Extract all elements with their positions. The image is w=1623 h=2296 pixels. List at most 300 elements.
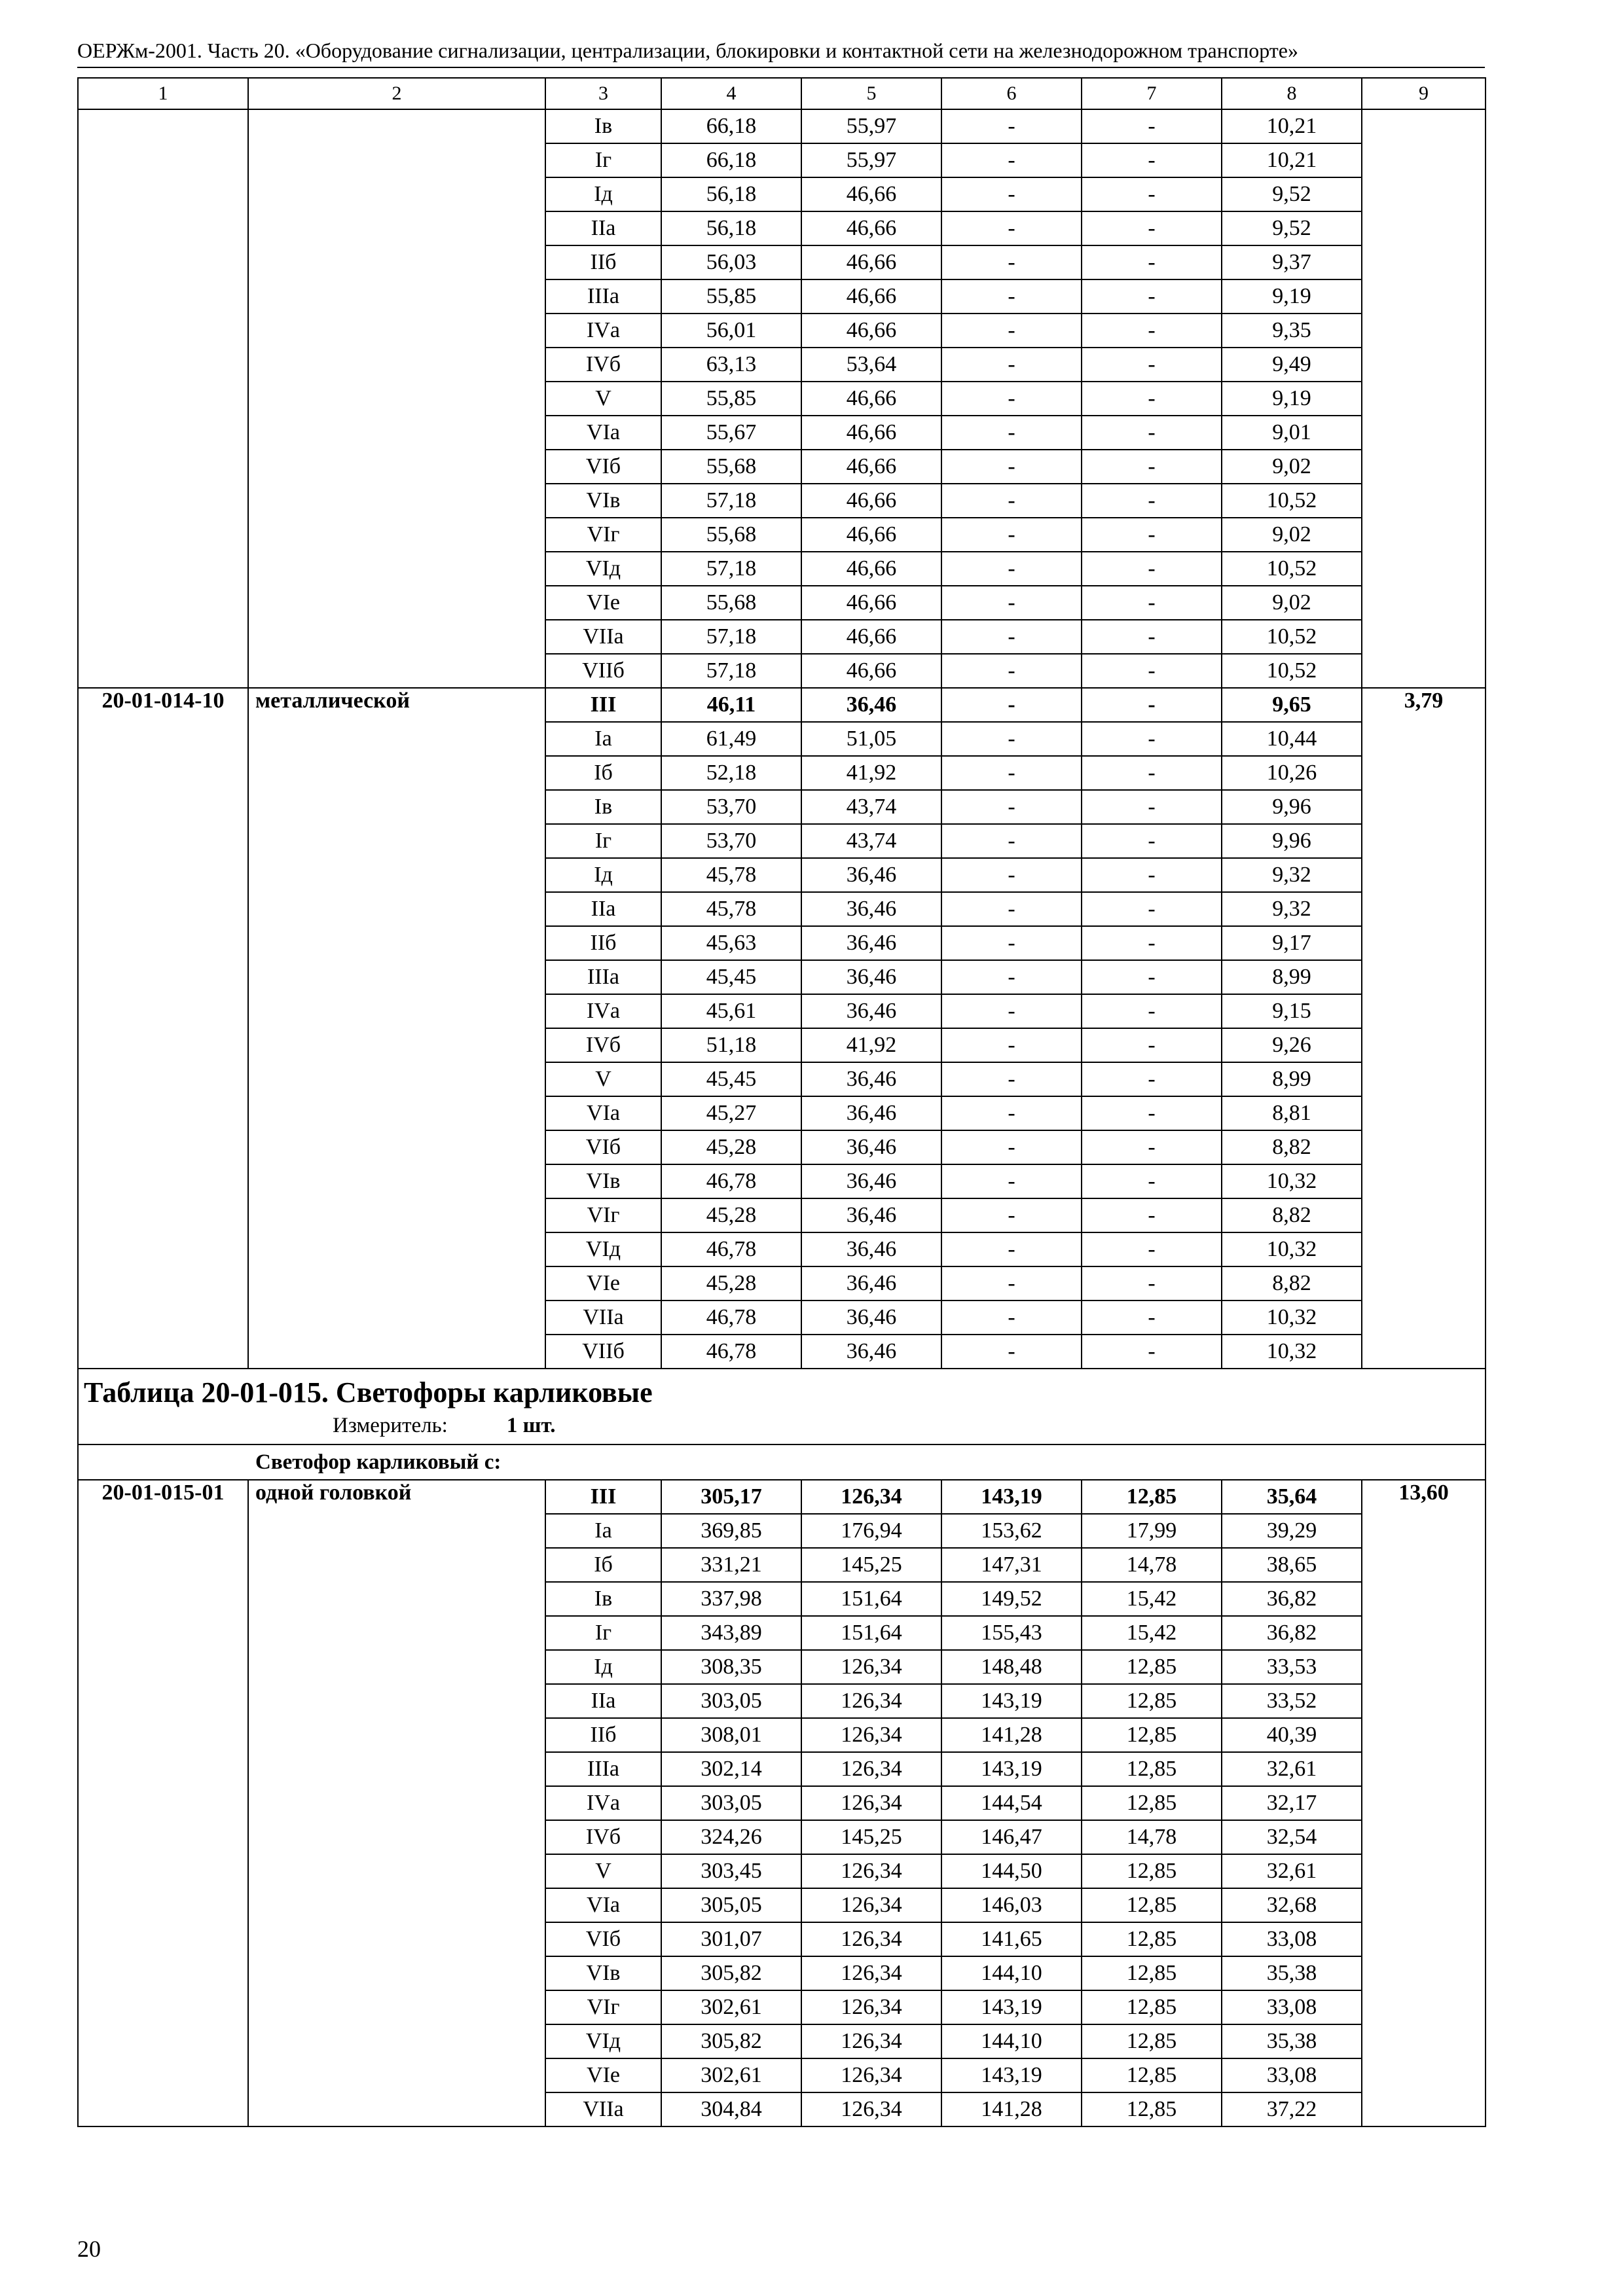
value-cell: 155,43 bbox=[941, 1616, 1082, 1650]
value-cell: 143,19 bbox=[941, 1990, 1082, 2024]
zone-cell: VIб bbox=[545, 450, 661, 484]
value-cell: - bbox=[941, 552, 1082, 586]
value-cell: - bbox=[1082, 552, 1222, 586]
value-cell: 56,01 bbox=[661, 314, 801, 348]
zone-cell: Iг bbox=[545, 143, 661, 177]
value-cell: 126,34 bbox=[801, 2058, 941, 2092]
value-cell: 9,19 bbox=[1222, 279, 1362, 314]
value-cell: 56,18 bbox=[661, 211, 801, 245]
zone-cell: VIе bbox=[545, 1266, 661, 1300]
value-cell: - bbox=[941, 1164, 1082, 1198]
value-cell: 12,85 bbox=[1082, 1922, 1222, 1956]
value-cell: 46,66 bbox=[801, 177, 941, 211]
value-cell: 305,82 bbox=[661, 2024, 801, 2058]
value-cell: 12,85 bbox=[1082, 1786, 1222, 1820]
value-cell: 144,54 bbox=[941, 1786, 1082, 1820]
value-cell: 56,18 bbox=[661, 177, 801, 211]
value-cell: 126,34 bbox=[801, 1752, 941, 1786]
value-cell: 55,85 bbox=[661, 279, 801, 314]
zone-cell: IIIа bbox=[545, 1752, 661, 1786]
value-cell: 9,49 bbox=[1222, 348, 1362, 382]
value-cell: - bbox=[941, 688, 1082, 722]
value-cell: 126,34 bbox=[801, 1650, 941, 1684]
value-cell: 301,07 bbox=[661, 1922, 801, 1956]
value-cell: 53,70 bbox=[661, 824, 801, 858]
value-cell: 10,44 bbox=[1222, 722, 1362, 756]
header-rule bbox=[77, 67, 1485, 68]
value-cell: 57,18 bbox=[661, 654, 801, 688]
zone-cell: Iа bbox=[545, 722, 661, 756]
zone-cell: Iд bbox=[545, 858, 661, 892]
zone-cell: Iб bbox=[545, 756, 661, 790]
value-cell: - bbox=[1082, 143, 1222, 177]
value-cell: 36,46 bbox=[801, 1062, 941, 1096]
table-title: Таблица 20-01-015. Светофоры карликовые bbox=[84, 1376, 653, 1408]
zone-cell: IIIа bbox=[545, 279, 661, 314]
value-cell: 146,47 bbox=[941, 1820, 1082, 1854]
value-cell: 10,52 bbox=[1222, 484, 1362, 518]
value-cell: 126,34 bbox=[801, 1888, 941, 1922]
value-cell: - bbox=[941, 348, 1082, 382]
value-cell: 143,19 bbox=[941, 1684, 1082, 1718]
value-cell: 33,08 bbox=[1222, 1922, 1362, 1956]
value-cell: - bbox=[1082, 1028, 1222, 1062]
value-cell: 9,35 bbox=[1222, 314, 1362, 348]
value-cell: 45,28 bbox=[661, 1266, 801, 1300]
value-cell: 12,85 bbox=[1082, 1752, 1222, 1786]
value-cell: 8,81 bbox=[1222, 1096, 1362, 1130]
value-cell: 43,74 bbox=[801, 824, 941, 858]
value-cell: - bbox=[941, 1130, 1082, 1164]
value-cell: - bbox=[1082, 245, 1222, 279]
value-cell: - bbox=[1082, 1300, 1222, 1335]
zone-cell: IIб bbox=[545, 1718, 661, 1752]
value-cell: 46,66 bbox=[801, 382, 941, 416]
value-cell: - bbox=[1082, 892, 1222, 926]
value-cell: 305,82 bbox=[661, 1956, 801, 1990]
value-cell: 36,82 bbox=[1222, 1616, 1362, 1650]
value-cell: 126,34 bbox=[801, 1786, 941, 1820]
zone-cell: VIв bbox=[545, 484, 661, 518]
value-cell: 126,34 bbox=[801, 1854, 941, 1888]
table-row bbox=[78, 109, 1486, 143]
value-cell: 10,52 bbox=[1222, 654, 1362, 688]
value-cell: 343,89 bbox=[661, 1616, 801, 1650]
value-cell: - bbox=[1082, 1266, 1222, 1300]
zone-cell: IVб bbox=[545, 1028, 661, 1062]
value-cell: - bbox=[941, 1300, 1082, 1335]
zone-cell: VIг bbox=[545, 518, 661, 552]
value-cell: 302,14 bbox=[661, 1752, 801, 1786]
value-cell: 63,13 bbox=[661, 348, 801, 382]
value-cell: 32,61 bbox=[1222, 1854, 1362, 1888]
value-cell: - bbox=[1082, 926, 1222, 960]
value-cell: 57,18 bbox=[661, 552, 801, 586]
value-cell: - bbox=[941, 518, 1082, 552]
value-cell: 9,01 bbox=[1222, 416, 1362, 450]
zone-cell: VIб bbox=[545, 1922, 661, 1956]
value-cell: 46,66 bbox=[801, 620, 941, 654]
value-cell: 33,08 bbox=[1222, 1990, 1362, 2024]
zone-cell: IVб bbox=[545, 1820, 661, 1854]
zone-cell: Iд bbox=[545, 177, 661, 211]
value-cell: - bbox=[941, 1266, 1082, 1300]
subheading: Светофор карликовый с: bbox=[255, 1450, 501, 1474]
value-cell: - bbox=[941, 620, 1082, 654]
value-cell: 45,45 bbox=[661, 960, 801, 994]
zone-cell: VIб bbox=[545, 1130, 661, 1164]
value-cell: - bbox=[1082, 654, 1222, 688]
value-cell: - bbox=[1082, 722, 1222, 756]
value-cell: 53,70 bbox=[661, 790, 801, 824]
value-cell: 143,19 bbox=[941, 1752, 1082, 1786]
value-cell: 57,18 bbox=[661, 620, 801, 654]
zone-cell: III bbox=[545, 688, 661, 722]
value-cell: - bbox=[1082, 416, 1222, 450]
value-cell: 148,48 bbox=[941, 1650, 1082, 1684]
value-cell: 12,85 bbox=[1082, 1854, 1222, 1888]
zone-cell: IIа bbox=[545, 892, 661, 926]
value-cell: 12,85 bbox=[1082, 2058, 1222, 2092]
value-cell: 35,38 bbox=[1222, 1956, 1362, 1990]
table-title-row bbox=[78, 1369, 1486, 1444]
value-cell: 126,34 bbox=[801, 1480, 941, 1514]
page-header: ОЕРЖм-2001. Часть 20. «Оборудование сигнализации, централизации, блокировки и контактной сети на железнодорожном транспорте» bbox=[77, 39, 1298, 62]
value-cell: - bbox=[1082, 1164, 1222, 1198]
value-cell: 10,32 bbox=[1222, 1232, 1362, 1266]
value-cell: 33,52 bbox=[1222, 1684, 1362, 1718]
rate-col9: 3,79 bbox=[1362, 688, 1486, 1369]
value-cell: 143,19 bbox=[941, 2058, 1082, 2092]
value-cell: 33,08 bbox=[1222, 2058, 1362, 2092]
value-cell: 9,32 bbox=[1222, 858, 1362, 892]
unit-line bbox=[84, 1411, 1485, 1440]
zone-cell: Iв bbox=[545, 109, 661, 143]
value-cell: 55,67 bbox=[661, 416, 801, 450]
value-cell: 146,03 bbox=[941, 1888, 1082, 1922]
value-cell: 8,82 bbox=[1222, 1198, 1362, 1232]
value-cell: - bbox=[1082, 756, 1222, 790]
column-number: 7 bbox=[1082, 78, 1222, 109]
value-cell: - bbox=[941, 858, 1082, 892]
value-cell: 143,19 bbox=[941, 1480, 1082, 1514]
value-cell: - bbox=[941, 994, 1082, 1028]
value-cell: 46,66 bbox=[801, 314, 941, 348]
zone-cell: VIIа bbox=[545, 1300, 661, 1335]
value-cell: 144,10 bbox=[941, 2024, 1082, 2058]
value-cell: 36,46 bbox=[801, 1198, 941, 1232]
value-cell: 9,02 bbox=[1222, 586, 1362, 620]
value-cell: 8,82 bbox=[1222, 1130, 1362, 1164]
value-cell: 9,96 bbox=[1222, 790, 1362, 824]
value-cell: - bbox=[1082, 1198, 1222, 1232]
value-cell: - bbox=[941, 1028, 1082, 1062]
value-cell: 36,46 bbox=[801, 1130, 941, 1164]
value-cell: 9,96 bbox=[1222, 824, 1362, 858]
value-cell: 126,34 bbox=[801, 1990, 941, 2024]
value-cell: 36,46 bbox=[801, 1335, 941, 1369]
value-cell: 303,05 bbox=[661, 1786, 801, 1820]
value-cell: - bbox=[1082, 824, 1222, 858]
value-cell: 46,66 bbox=[801, 586, 941, 620]
value-cell: 46,78 bbox=[661, 1300, 801, 1335]
value-cell: - bbox=[1082, 1096, 1222, 1130]
value-cell: 12,85 bbox=[1082, 1990, 1222, 2024]
value-cell: 308,35 bbox=[661, 1650, 801, 1684]
value-cell: 46,66 bbox=[801, 484, 941, 518]
value-cell: 151,64 bbox=[801, 1582, 941, 1616]
column-number: 4 bbox=[661, 78, 801, 109]
value-cell: 126,34 bbox=[801, 1684, 941, 1718]
zone-cell: VIд bbox=[545, 552, 661, 586]
value-cell: 10,21 bbox=[1222, 109, 1362, 143]
zone-cell: V bbox=[545, 1062, 661, 1096]
value-cell: 14,78 bbox=[1082, 1548, 1222, 1582]
value-cell: 151,64 bbox=[801, 1616, 941, 1650]
value-cell: 46,11 bbox=[661, 688, 801, 722]
value-cell: 37,22 bbox=[1222, 2092, 1362, 2126]
value-cell: 45,45 bbox=[661, 1062, 801, 1096]
value-cell: - bbox=[941, 1062, 1082, 1096]
value-cell: 52,18 bbox=[661, 756, 801, 790]
value-cell: 331,21 bbox=[661, 1548, 801, 1582]
value-cell: 36,46 bbox=[801, 688, 941, 722]
zone-cell: VIIб bbox=[545, 1335, 661, 1369]
value-cell: 36,46 bbox=[801, 858, 941, 892]
unit-value: 1 шт. bbox=[506, 1414, 556, 1437]
value-cell: 12,85 bbox=[1082, 2092, 1222, 2126]
value-cell: - bbox=[1082, 109, 1222, 143]
value-cell: 10,32 bbox=[1222, 1335, 1362, 1369]
value-cell: 32,61 bbox=[1222, 1752, 1362, 1786]
rate-name: металлической bbox=[248, 688, 545, 1369]
page-number: 20 bbox=[77, 2236, 101, 2262]
value-cell: - bbox=[941, 926, 1082, 960]
value-cell: - bbox=[1082, 1232, 1222, 1266]
value-cell: 46,66 bbox=[801, 450, 941, 484]
value-cell: 305,17 bbox=[661, 1480, 801, 1514]
value-cell: 10,52 bbox=[1222, 552, 1362, 586]
value-cell: 9,26 bbox=[1222, 1028, 1362, 1062]
value-cell: 302,61 bbox=[661, 2058, 801, 2092]
value-cell: - bbox=[941, 177, 1082, 211]
value-cell: 153,62 bbox=[941, 1514, 1082, 1548]
zone-cell: IVа bbox=[545, 994, 661, 1028]
value-cell: 45,28 bbox=[661, 1130, 801, 1164]
zone-cell: Iг bbox=[545, 1616, 661, 1650]
zone-cell: IVб bbox=[545, 348, 661, 382]
zone-cell: IIа bbox=[545, 211, 661, 245]
value-cell: 45,63 bbox=[661, 926, 801, 960]
value-cell: 51,05 bbox=[801, 722, 941, 756]
zone-cell: VIд bbox=[545, 2024, 661, 2058]
value-cell: - bbox=[941, 960, 1082, 994]
rate-name bbox=[248, 109, 545, 688]
value-cell: 12,85 bbox=[1082, 1718, 1222, 1752]
value-cell: 145,25 bbox=[801, 1820, 941, 1854]
value-cell: 12,85 bbox=[1082, 1650, 1222, 1684]
value-cell: 51,18 bbox=[661, 1028, 801, 1062]
zone-cell: VIе bbox=[545, 2058, 661, 2092]
value-cell: 141,28 bbox=[941, 1718, 1082, 1752]
value-cell: - bbox=[941, 1198, 1082, 1232]
value-cell: 36,46 bbox=[801, 1096, 941, 1130]
table-row bbox=[78, 1480, 1486, 1514]
value-cell: - bbox=[1082, 279, 1222, 314]
value-cell: - bbox=[941, 245, 1082, 279]
value-cell: 36,46 bbox=[801, 1266, 941, 1300]
value-cell: - bbox=[941, 756, 1082, 790]
value-cell: - bbox=[941, 314, 1082, 348]
value-cell: - bbox=[1082, 450, 1222, 484]
value-cell: 32,54 bbox=[1222, 1820, 1362, 1854]
value-cell: - bbox=[941, 1096, 1082, 1130]
zone-cell: VIIа bbox=[545, 2092, 661, 2126]
value-cell: - bbox=[1082, 620, 1222, 654]
value-cell: 126,34 bbox=[801, 1922, 941, 1956]
value-cell: 45,61 bbox=[661, 994, 801, 1028]
value-cell: 10,26 bbox=[1222, 756, 1362, 790]
value-cell: 38,65 bbox=[1222, 1548, 1362, 1582]
value-cell: 46,66 bbox=[801, 211, 941, 245]
value-cell: - bbox=[1082, 348, 1222, 382]
value-cell: 36,82 bbox=[1222, 1582, 1362, 1616]
zone-cell: VIе bbox=[545, 586, 661, 620]
zone-cell: Iд bbox=[545, 1650, 661, 1684]
value-cell: 324,26 bbox=[661, 1820, 801, 1854]
value-cell: 305,05 bbox=[661, 1888, 801, 1922]
value-cell: - bbox=[941, 211, 1082, 245]
value-cell: 46,78 bbox=[661, 1335, 801, 1369]
value-cell: 9,02 bbox=[1222, 450, 1362, 484]
zone-cell: III bbox=[545, 1480, 661, 1514]
value-cell: - bbox=[1082, 858, 1222, 892]
zone-cell: VIд bbox=[545, 1232, 661, 1266]
subheading-cell bbox=[78, 1444, 1486, 1480]
value-cell: 36,46 bbox=[801, 892, 941, 926]
zone-cell: VIв bbox=[545, 1956, 661, 1990]
value-cell: - bbox=[941, 722, 1082, 756]
zone-cell: IVа bbox=[545, 1786, 661, 1820]
value-cell: - bbox=[941, 279, 1082, 314]
column-number: 8 bbox=[1222, 78, 1362, 109]
value-cell: 15,42 bbox=[1082, 1582, 1222, 1616]
value-cell: 32,68 bbox=[1222, 1888, 1362, 1922]
zone-cell: VIа bbox=[545, 1888, 661, 1922]
value-cell: 39,29 bbox=[1222, 1514, 1362, 1548]
value-cell: 14,78 bbox=[1082, 1820, 1222, 1854]
value-cell: - bbox=[1082, 960, 1222, 994]
value-cell: 41,92 bbox=[801, 1028, 941, 1062]
value-cell: 46,66 bbox=[801, 279, 941, 314]
value-cell: 302,61 bbox=[661, 1990, 801, 2024]
unit-label: Измеритель: bbox=[333, 1414, 448, 1437]
value-cell: - bbox=[941, 450, 1082, 484]
value-cell: - bbox=[1082, 382, 1222, 416]
value-cell: 45,27 bbox=[661, 1096, 801, 1130]
value-cell: 369,85 bbox=[661, 1514, 801, 1548]
value-cell: 9,15 bbox=[1222, 994, 1362, 1028]
zone-cell: VIIб bbox=[545, 654, 661, 688]
value-cell: 337,98 bbox=[661, 1582, 801, 1616]
value-cell: 35,38 bbox=[1222, 2024, 1362, 2058]
value-cell: 126,34 bbox=[801, 2092, 941, 2126]
zone-cell: VIв bbox=[545, 1164, 661, 1198]
value-cell: 176,94 bbox=[801, 1514, 941, 1548]
value-cell: 9,65 bbox=[1222, 688, 1362, 722]
value-cell: 55,97 bbox=[801, 109, 941, 143]
value-cell: 12,85 bbox=[1082, 1888, 1222, 1922]
value-cell: 40,39 bbox=[1222, 1718, 1362, 1752]
value-cell: - bbox=[941, 892, 1082, 926]
value-cell: 55,68 bbox=[661, 450, 801, 484]
column-number: 3 bbox=[545, 78, 661, 109]
zone-cell: Iв bbox=[545, 790, 661, 824]
value-cell: 141,28 bbox=[941, 2092, 1082, 2126]
value-cell: 57,18 bbox=[661, 484, 801, 518]
value-cell: 36,46 bbox=[801, 1232, 941, 1266]
value-cell: 46,66 bbox=[801, 552, 941, 586]
table-row bbox=[78, 688, 1486, 722]
value-cell: 66,18 bbox=[661, 143, 801, 177]
value-cell: - bbox=[1082, 177, 1222, 211]
value-cell: 55,68 bbox=[661, 518, 801, 552]
zone-cell: VIIа bbox=[545, 620, 661, 654]
value-cell: 35,64 bbox=[1222, 1480, 1362, 1514]
value-cell: 46,66 bbox=[801, 654, 941, 688]
value-cell: 9,52 bbox=[1222, 211, 1362, 245]
value-cell: - bbox=[1082, 994, 1222, 1028]
column-number: 1 bbox=[78, 78, 248, 109]
value-cell: 308,01 bbox=[661, 1718, 801, 1752]
value-cell: 36,46 bbox=[801, 1164, 941, 1198]
value-cell: 66,18 bbox=[661, 109, 801, 143]
zone-cell: V bbox=[545, 1854, 661, 1888]
value-cell: - bbox=[1082, 314, 1222, 348]
value-cell: 12,85 bbox=[1082, 2024, 1222, 2058]
value-cell: 36,46 bbox=[801, 960, 941, 994]
value-cell: - bbox=[941, 586, 1082, 620]
zone-cell: IIб bbox=[545, 926, 661, 960]
rate-code: 20-01-015-01 bbox=[78, 1480, 248, 2126]
value-cell: - bbox=[1082, 1062, 1222, 1096]
value-cell: 141,65 bbox=[941, 1922, 1082, 1956]
value-cell: 144,50 bbox=[941, 1854, 1082, 1888]
value-cell: 10,32 bbox=[1222, 1164, 1362, 1198]
value-cell: - bbox=[1082, 1335, 1222, 1369]
value-cell: 9,19 bbox=[1222, 382, 1362, 416]
zone-cell: Iв bbox=[545, 1582, 661, 1616]
zone-cell: VIг bbox=[545, 1990, 661, 2024]
subheading-row bbox=[78, 1444, 1486, 1480]
value-cell: 36,46 bbox=[801, 926, 941, 960]
value-cell: - bbox=[1082, 688, 1222, 722]
rate-code bbox=[78, 109, 248, 688]
zone-cell: V bbox=[545, 382, 661, 416]
value-cell: 12,85 bbox=[1082, 1480, 1222, 1514]
zone-cell: Iг bbox=[545, 824, 661, 858]
value-cell: 126,34 bbox=[801, 2024, 941, 2058]
rate-code: 20-01-014-10 bbox=[78, 688, 248, 1369]
value-cell: 46,66 bbox=[801, 518, 941, 552]
value-cell: 9,17 bbox=[1222, 926, 1362, 960]
column-number: 6 bbox=[941, 78, 1082, 109]
value-cell: 126,34 bbox=[801, 1956, 941, 1990]
value-cell: 36,46 bbox=[801, 994, 941, 1028]
value-cell: 32,17 bbox=[1222, 1786, 1362, 1820]
value-cell: - bbox=[1082, 790, 1222, 824]
value-cell: 46,66 bbox=[801, 416, 941, 450]
